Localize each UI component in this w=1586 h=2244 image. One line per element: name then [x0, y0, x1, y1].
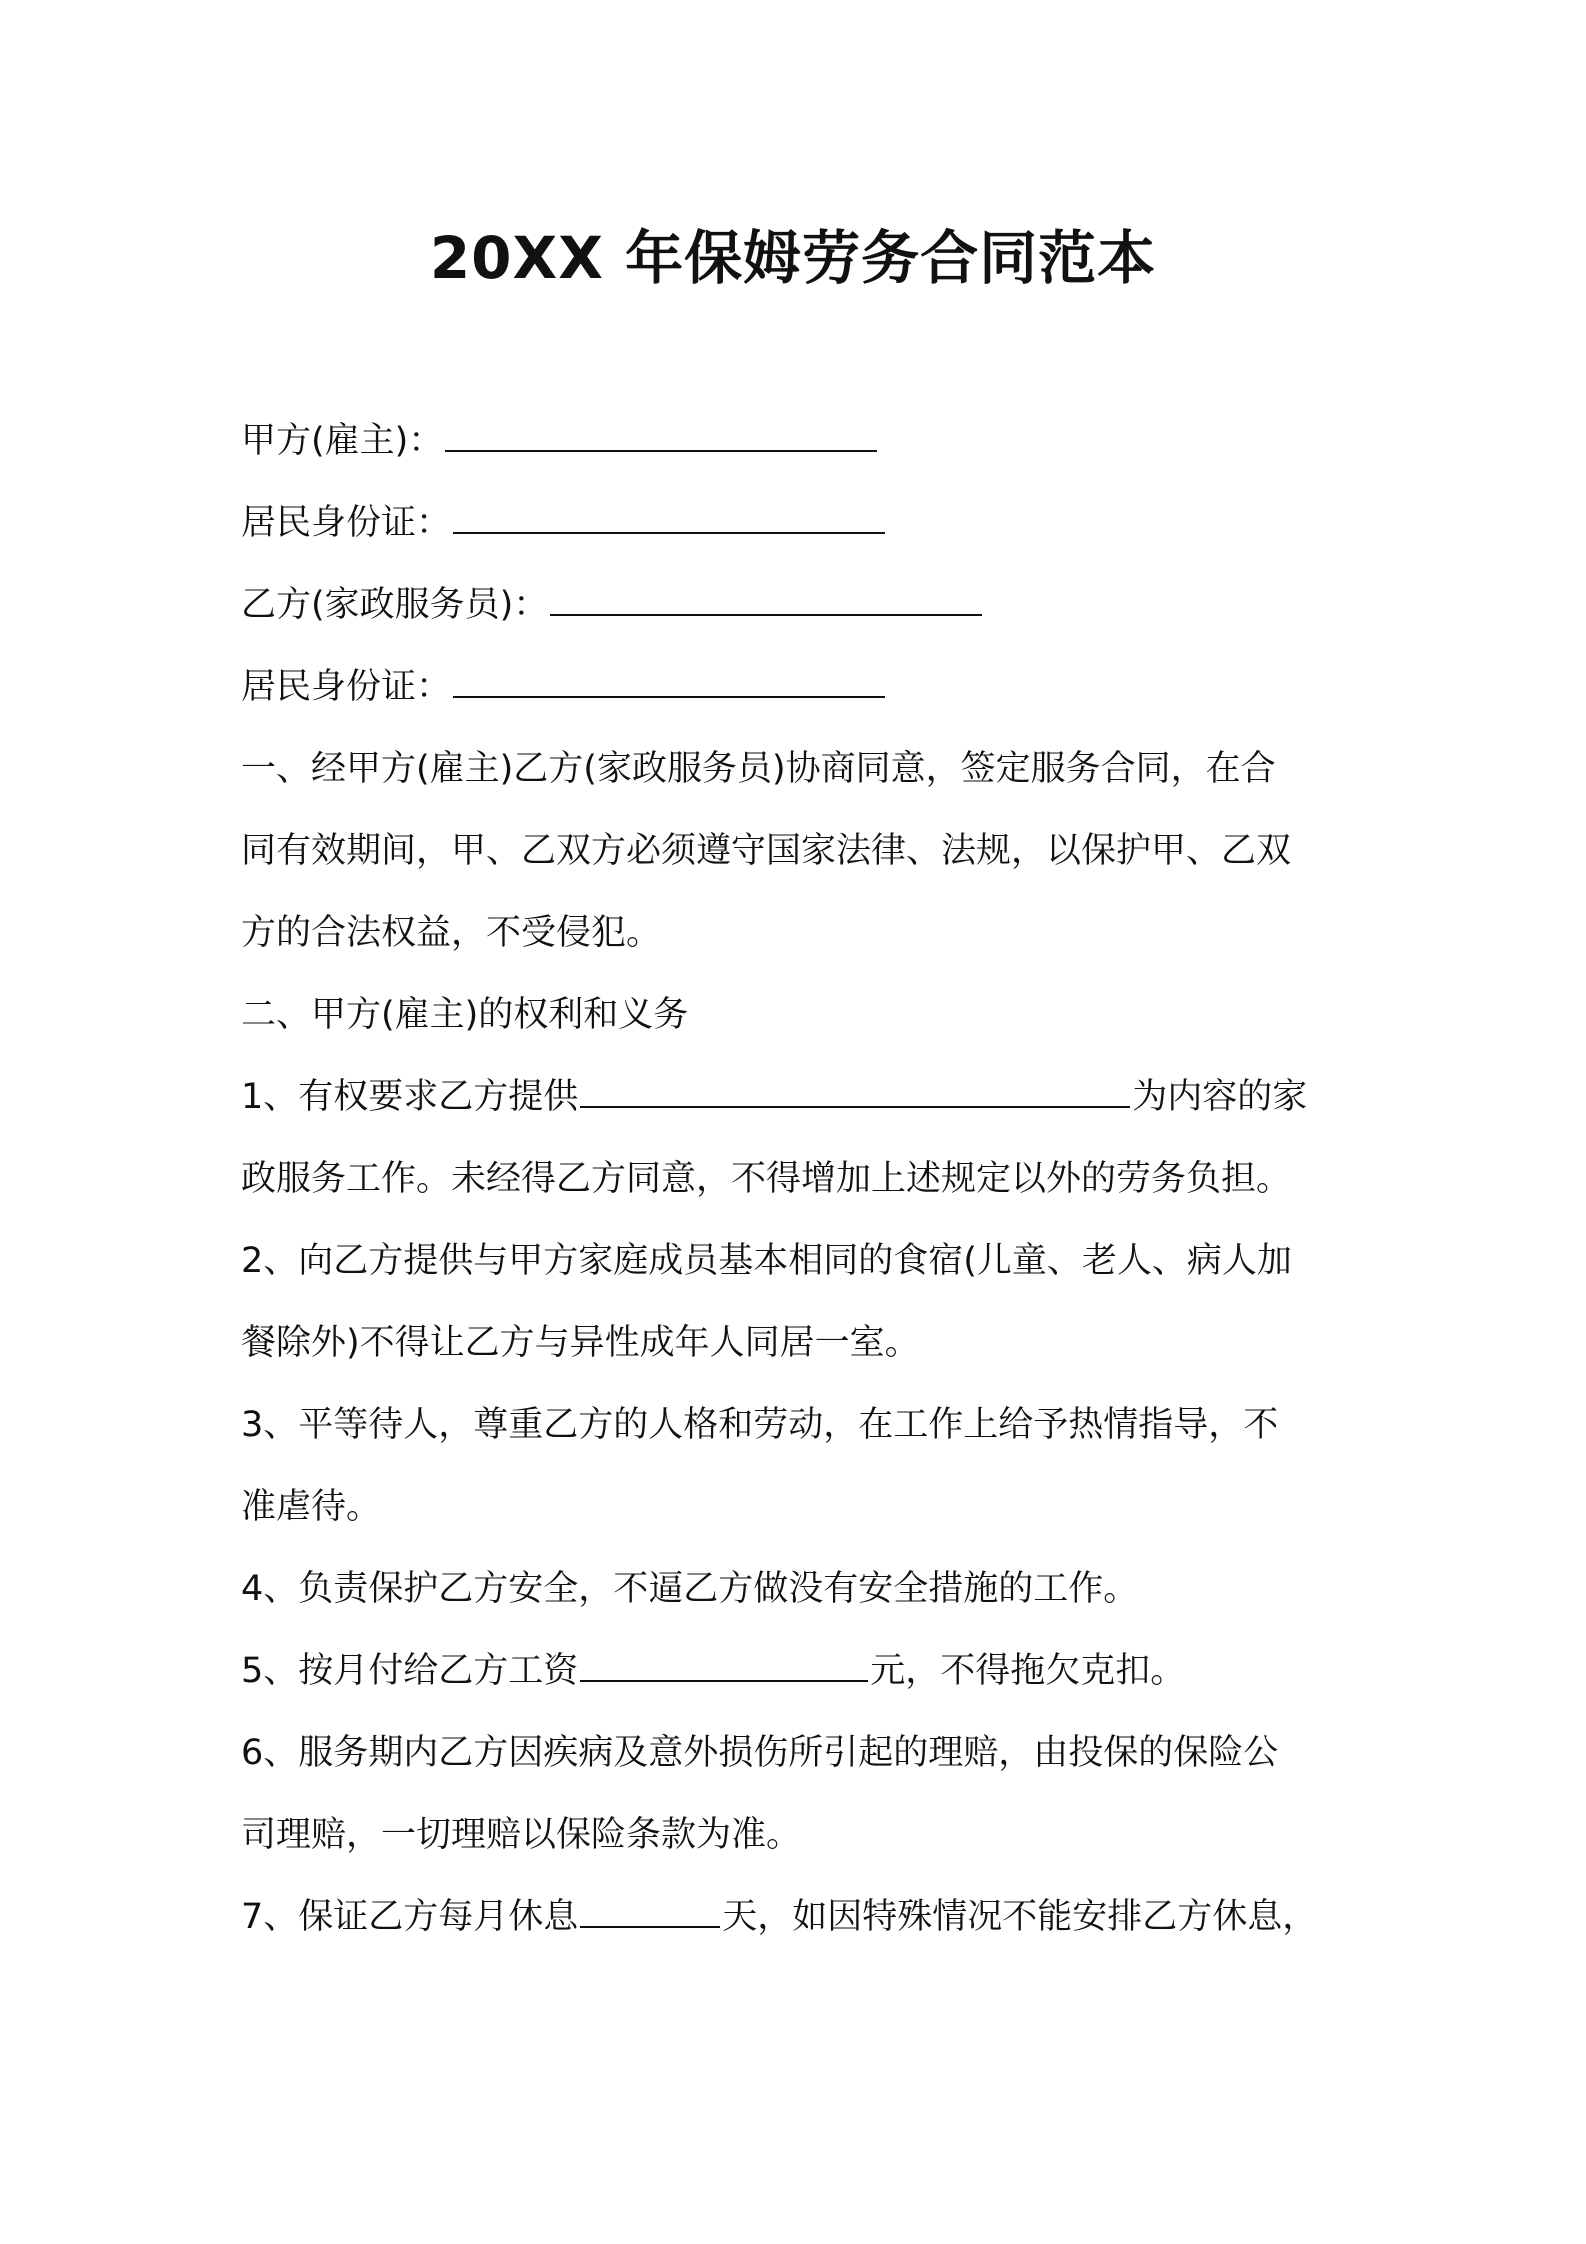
item-3-line-2: 准虐待。: [241, 1487, 382, 1527]
party-b-id-blank[interactable]: [453, 666, 885, 698]
item-1-prefix: 1、有权要求乙方提供: [241, 1077, 579, 1117]
item-4: 4、负责保护乙方安全，不逼乙方做没有安全措施的工作。: [241, 1569, 1139, 1609]
party-a-blank[interactable]: [445, 420, 877, 452]
document-title: 20XX 年保姆劳务合同范本: [429, 224, 1157, 292]
item-6-line-1: 6、服务期内乙方因疾病及意外损伤所引起的理赔，由投保的保险公: [241, 1733, 1279, 1773]
section-1-line-1: 一、经甲方(雇主)乙方(家政服务员)协商同意，签定服务合同，在合: [241, 749, 1276, 789]
section-2-heading: 二、甲方(雇主)的权利和义务: [241, 995, 689, 1035]
party-a-field: [241, 400, 1361, 482]
party-b-blank[interactable]: [550, 584, 982, 616]
party-b-label: 乙方(家政服务员)：: [241, 585, 549, 625]
item-3-line-1: 3、平等待人，尊重乙方的人格和劳动，在工作上给予热情指导，不: [241, 1405, 1279, 1445]
item-1-line-1: [241, 1056, 1361, 1138]
item-1-suffix: 为内容的家: [1132, 1077, 1308, 1117]
party-a-id-blank[interactable]: [453, 502, 885, 534]
item-2-line-1: 2、向乙方提供与甲方家庭成员基本相同的食宿(儿童、老人、病人加: [241, 1241, 1292, 1281]
item-7-suffix: 天，如因特殊情况不能安排乙方休息，: [722, 1897, 1318, 1937]
item-2-line-2: 餐除外)不得让乙方与异性成年人同居一室。: [241, 1323, 920, 1363]
rest-days-blank[interactable]: [580, 1896, 720, 1928]
item-1-line-2: 政服务工作。未经得乙方同意，不得增加上述规定以外的劳务负担。: [241, 1159, 1292, 1199]
item-5: [241, 1630, 1361, 1712]
party-b-id-field: [241, 646, 1361, 728]
item-6-line-2: 司理赔，一切理赔以保险条款为准。: [241, 1815, 802, 1855]
item-5-prefix: 5、按月付给乙方工资: [241, 1651, 579, 1691]
section-1-line-2: 同有效期间，甲、乙双方必须遵守国家法律、法规，以保护甲、乙双: [241, 831, 1292, 871]
party-b-id-label: 居民身份证：: [241, 667, 452, 707]
party-a-label: 甲方(雇主)：: [241, 421, 444, 461]
item-5-suffix: 元，不得拖欠克扣。: [870, 1651, 1186, 1691]
party-a-id-field: [241, 482, 1361, 564]
item-7-prefix: 7、保证乙方每月休息: [241, 1897, 579, 1937]
party-b-field: [241, 564, 1361, 646]
service-content-blank[interactable]: [580, 1076, 1130, 1108]
party-a-id-label: 居民身份证：: [241, 503, 452, 543]
item-7-line-1: [241, 1876, 1361, 1958]
document-body: [241, 400, 1361, 1958]
wage-blank[interactable]: [580, 1650, 868, 1682]
section-1-line-3: 方的合法权益，不受侵犯。: [241, 913, 662, 953]
